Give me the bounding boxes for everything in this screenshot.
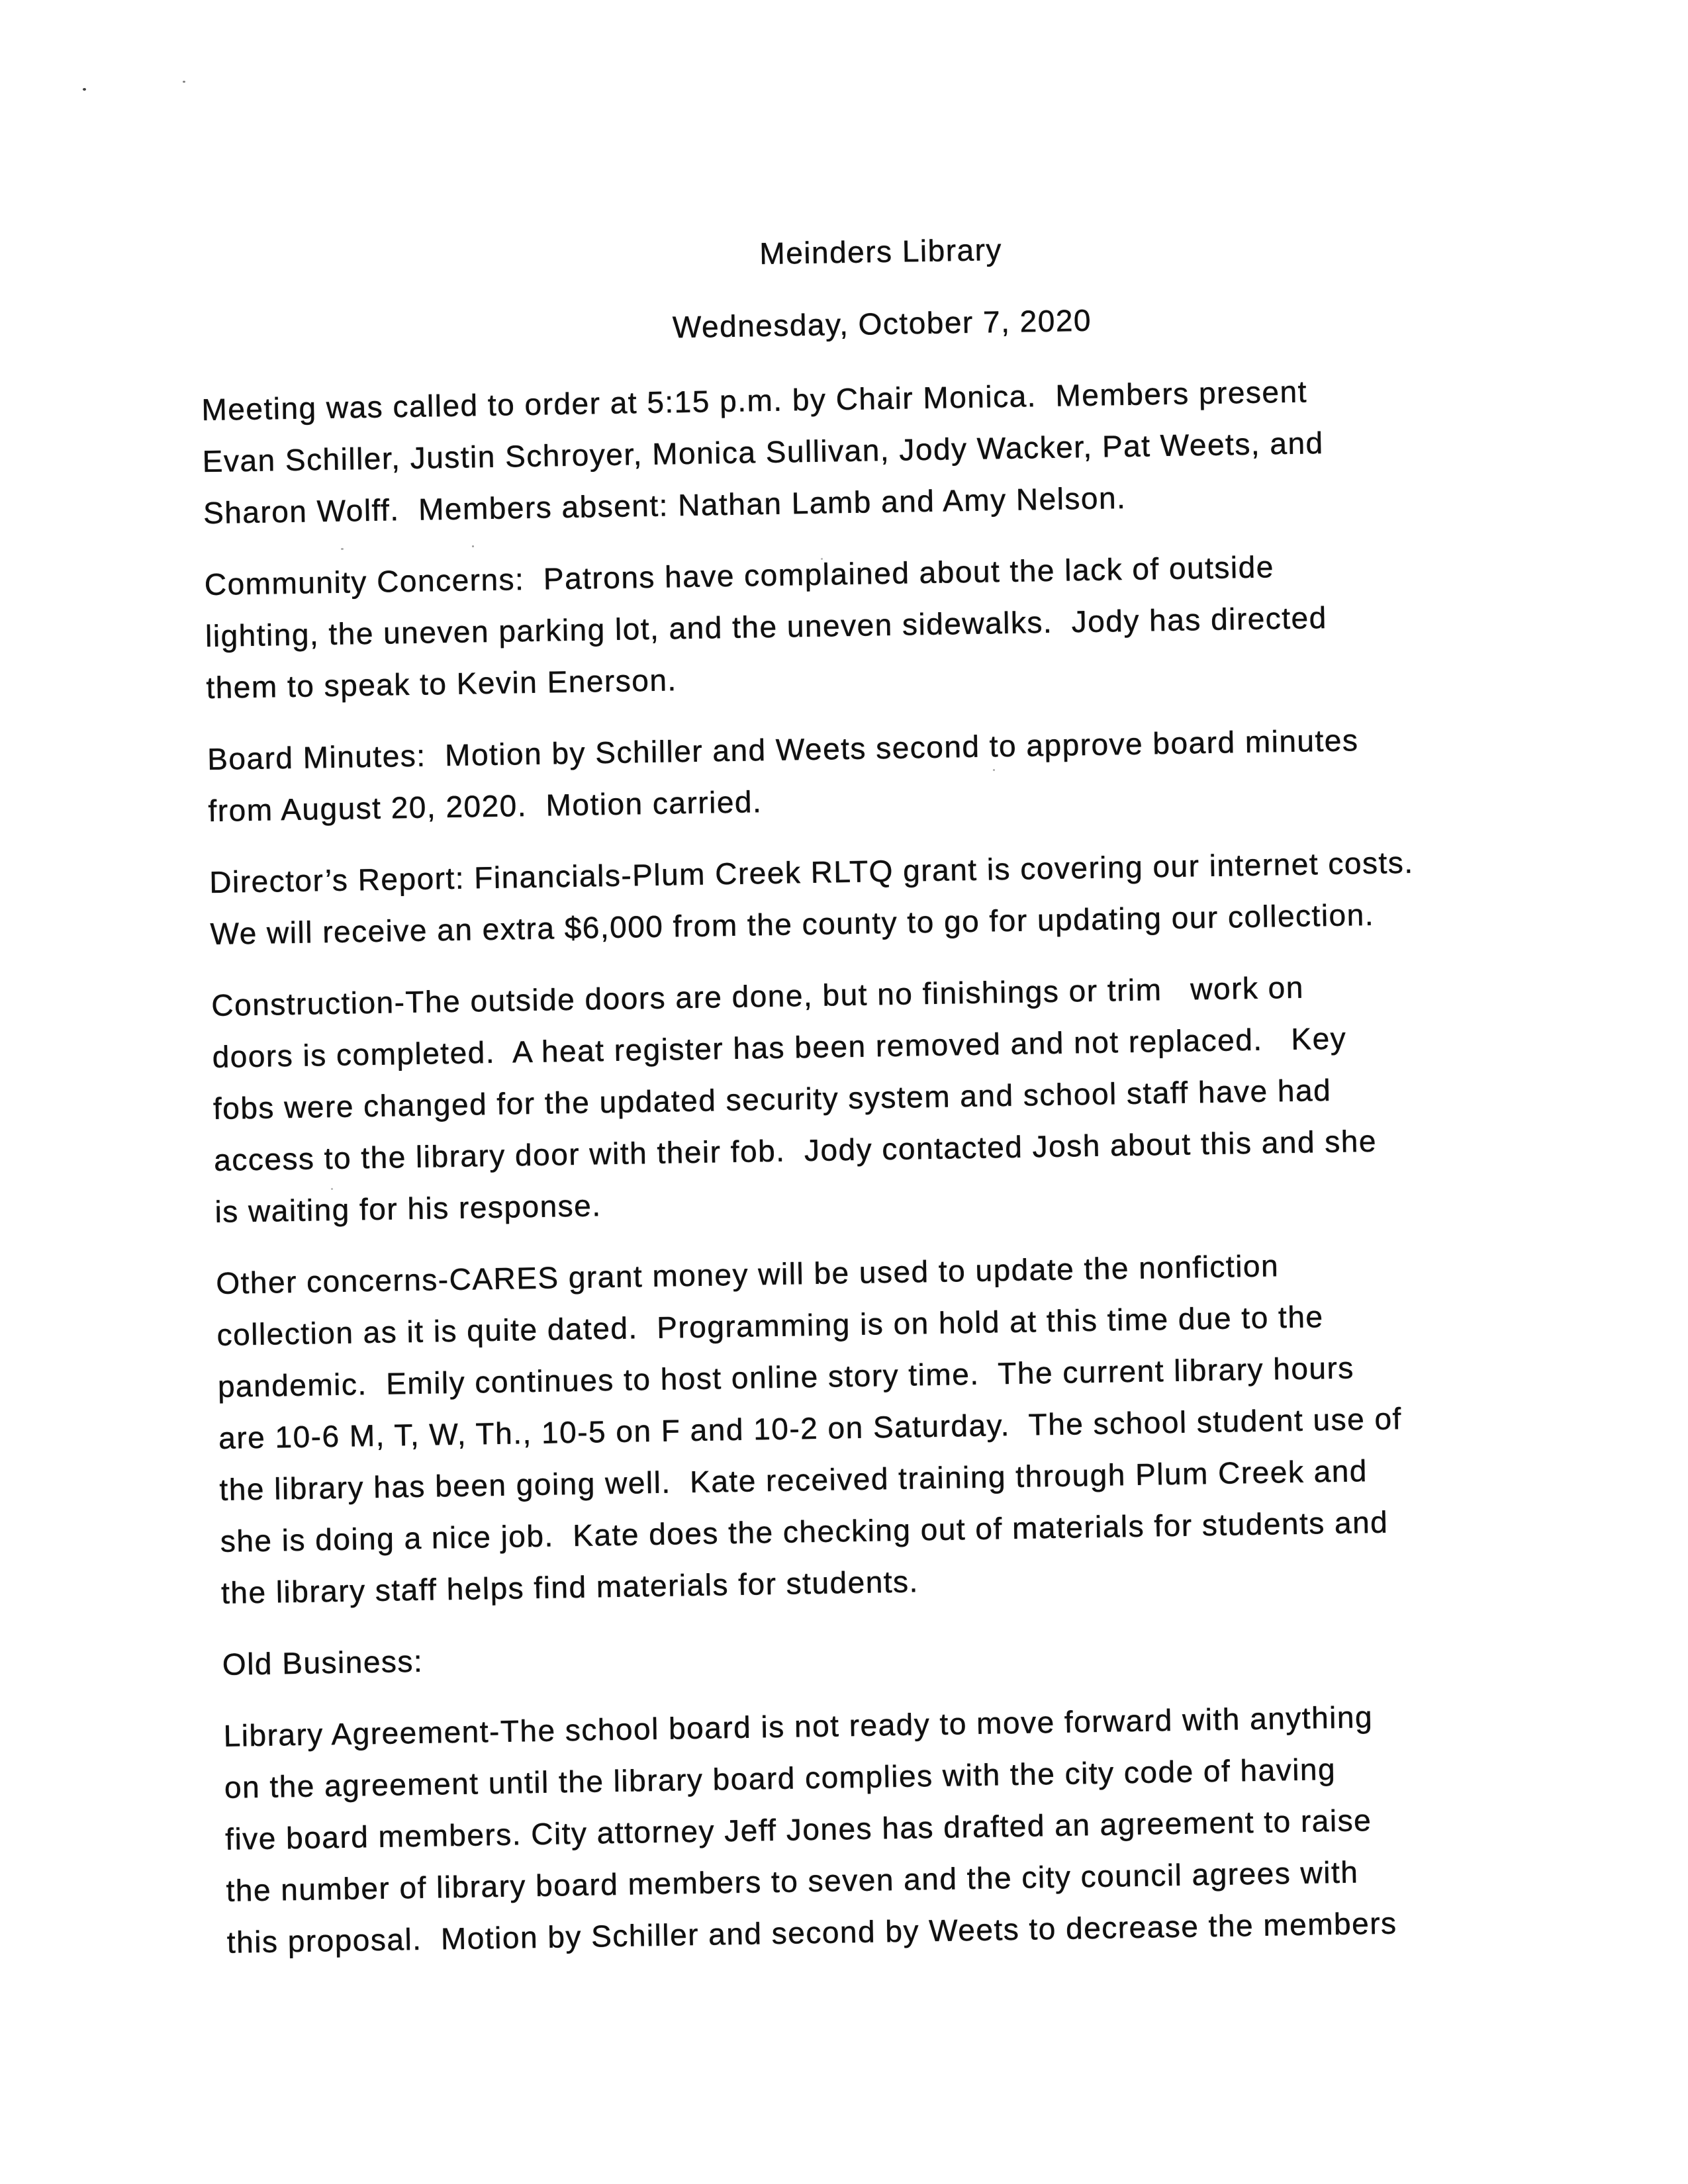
paragraph-construction: Construction-The outside doors are done, but no finishings or trim work on doors is completed. A heat register has been removed and not replaced. Key fobs were changed for the updated security system and school staff have had access to the library door with their fob. Jody contacted Josh about this and she is waiting for his response. (211, 970, 1378, 1229)
scan-speck (83, 88, 86, 91)
paragraph-call-to-order-attendance: Meeting was called to order at 5:15 p.m. by Chair Monica. Members present Evan Schiller, Justin Schroyer, Monica Sullivan, Jody Wacker, Pat Weets, and Sharon Wolff. Members absent: Nathan Lamb and Amy Nelson. (201, 374, 1325, 531)
paragraph-board-minutes: Board Minutes: Motion by Schiller and Weets second to approve board minutes from August 20, 2020. Motion carried. (207, 723, 1359, 828)
scan-speck (183, 81, 185, 83)
heading-old-business: Old Business: (222, 1643, 424, 1682)
paragraph-directors-report: Director’s Report: Financials-Plum Creek RLTQ grant is covering our internet costs. We will receive an extra $6,000 from the county to go for updating our collection. (209, 844, 1414, 951)
paragraph-other-concerns: Other concerns-CARES grant money will be used to update the nonfiction collection as it is quite dated. Programming is on hold at this time due to the pandemic. Emily continues to host online story time. The current library hours are 10-6 M, T, W, Th., 10-5 on F and 10-2 on Saturday. The school student use of the library has been going well. Kate received training through Plum Creek and she is doing a nice job. Kate does the checking out of materials for students and the library staff helps find materials for students. (215, 1248, 1403, 1610)
document-title: Meinders Library (759, 232, 1003, 271)
document-date: Wednesday, October 7, 2020 (672, 302, 1092, 345)
paragraph-library-agreement: Library Agreement-The school board is not ready to move forward with anything on the agreement until the library board complies with the city code of having five board members. City attorney Jeff Jones has drafted an agreement to raise the number of library board members to seven and the city council agrees with this proposal. Motion by Schiller and second by Weets to decrease the members (223, 1699, 1397, 1960)
document-body (199, 214, 1591, 1988)
paragraph-community-concerns: Community Concerns: Patrons have complained about the lack of outside lighting, the uneven parking lot, and the uneven sidewalks. Jody has directed them to speak to Kevin Enerson. (204, 549, 1328, 705)
